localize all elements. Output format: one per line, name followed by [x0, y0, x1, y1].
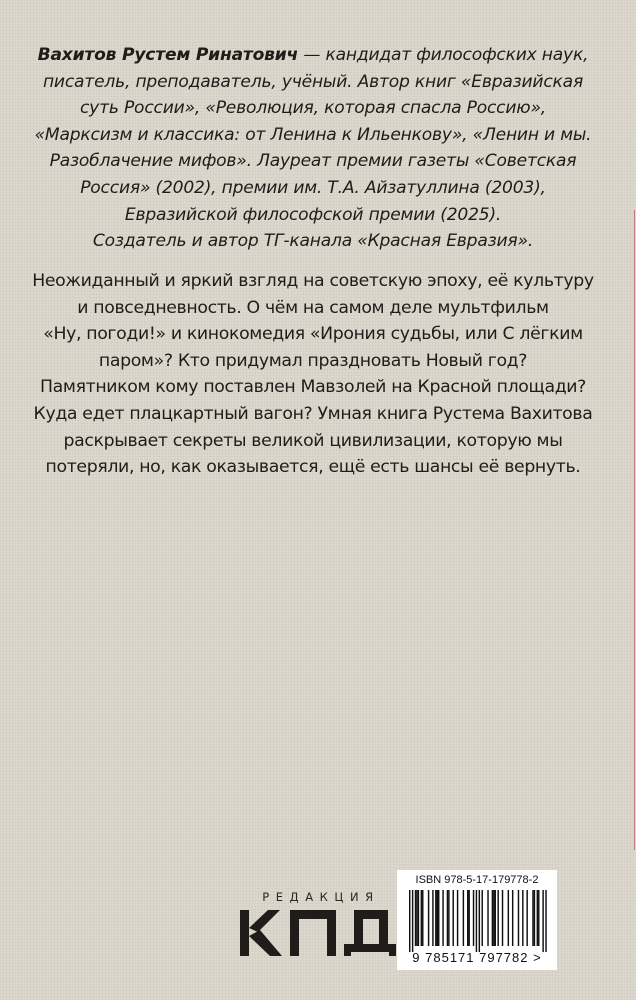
barcode-icon — [400, 890, 554, 952]
publisher-logo — [238, 890, 398, 960]
annotation-line: «Ну, погоди!» и кинокомедия «Ирония судьбы, или С лёгким — [43, 324, 583, 345]
barcode-bar — [537, 890, 538, 946]
annotation-line: и повседневность. О чём на самом деле мультфильм — [77, 297, 549, 318]
barcode-bar — [542, 890, 543, 952]
author-bio-line: писатель, преподаватель, учёный. Автор книг «Евразийская — [42, 71, 584, 92]
barcode-bar — [518, 890, 519, 946]
annotation-line: потеряли, но, как оказывается, ещё есть шансы её вернуть. — [45, 457, 581, 478]
cover-edge-line — [634, 210, 635, 850]
barcode-bar — [422, 890, 423, 946]
kpd-logo-icon — [238, 908, 398, 960]
barcode-bar — [497, 890, 498, 946]
barcode-bar — [437, 890, 438, 946]
barcode-bar — [415, 890, 416, 946]
barcode-bar — [532, 890, 533, 946]
barcode-bar — [479, 890, 480, 952]
barcode-bar — [476, 890, 477, 952]
annotation-line: Памятником кому поставлен Мавзолей на Красной площади? — [40, 377, 586, 398]
annotation-line: паром»? Кто придумал праздновать Новый год? — [98, 350, 528, 371]
barcode-bar — [447, 890, 448, 946]
annotation-line: Куда едет плацкартный вагон? Умная книга Рустема Вахитова — [33, 403, 593, 424]
barcode-bar — [428, 890, 429, 946]
publisher-logo-text: КПД — [238, 908, 241, 909]
barcode-bar — [508, 890, 509, 946]
author-bio-line: суть России», «Революция, которая спасла Россию», — [79, 98, 547, 119]
barcode-bar — [432, 890, 433, 946]
isbn-label: ISBN 978-5-17-179778-2 — [415, 874, 539, 886]
barcode-bar — [438, 890, 439, 946]
barcode-bar — [534, 890, 535, 946]
barcode-bar — [526, 890, 527, 946]
barcode-bar — [412, 890, 413, 952]
barcode-panel — [397, 870, 557, 970]
author-bio — [30, 42, 596, 255]
barcode-bar — [502, 890, 503, 946]
barcode-bar — [538, 890, 539, 946]
barcode-bar — [495, 890, 496, 946]
barcode-bar — [416, 890, 417, 946]
barcode-bar — [468, 890, 469, 946]
barcode-digits: 9 785171 797782 > — [412, 950, 542, 965]
author-bio-line: Россия» (2002), премии им. Т.А. Айзатуллина (2003), — [80, 177, 546, 198]
barcode-bar — [418, 890, 419, 946]
barcode-bar — [487, 890, 488, 946]
publisher-label: РЕДАКЦИЯ — [262, 890, 380, 904]
barcode-bar — [453, 890, 454, 946]
author-bio-line: — кандидат философских наук, — [298, 45, 589, 65]
author-bio-line: «Марксизм и классика: от Ленина к Ильенкову», «Ленин и мы. — [34, 124, 592, 145]
barcode-bar — [473, 890, 474, 946]
barcode-bar — [435, 890, 436, 946]
barcode-bar — [492, 890, 493, 946]
author-name: Вахитов Рустем Ринатович — [37, 45, 299, 65]
barcode-bar — [467, 890, 468, 946]
barcode-bar — [421, 890, 422, 946]
barcode-bar — [545, 890, 546, 952]
barcode-bar — [448, 890, 449, 946]
barcode-bar — [493, 890, 494, 946]
author-bio-line: Разоблачение мифов». Лауреат премии газеты «Советская — [49, 151, 577, 172]
barcode-bar — [522, 890, 523, 946]
barcode-bar — [457, 890, 458, 946]
annotation-line: Неожиданный и яркий взгляд на советскую эпоху, её культуру — [32, 271, 594, 291]
annotation-line: раскрывает секреты великой цивилизации, которую мы — [63, 430, 563, 451]
author-bio-line: Евразийской философской премии (2025). — [124, 204, 502, 225]
barcode-bar — [409, 890, 410, 952]
barcode-bar — [482, 890, 483, 946]
book-annotation — [30, 268, 596, 481]
barcode-bar — [442, 890, 443, 946]
barcode-bar — [463, 890, 464, 946]
author-bio-line: Создатель и автор ТГ-канала «Красная Евразия». — [92, 231, 534, 252]
barcode-bar — [512, 890, 513, 946]
